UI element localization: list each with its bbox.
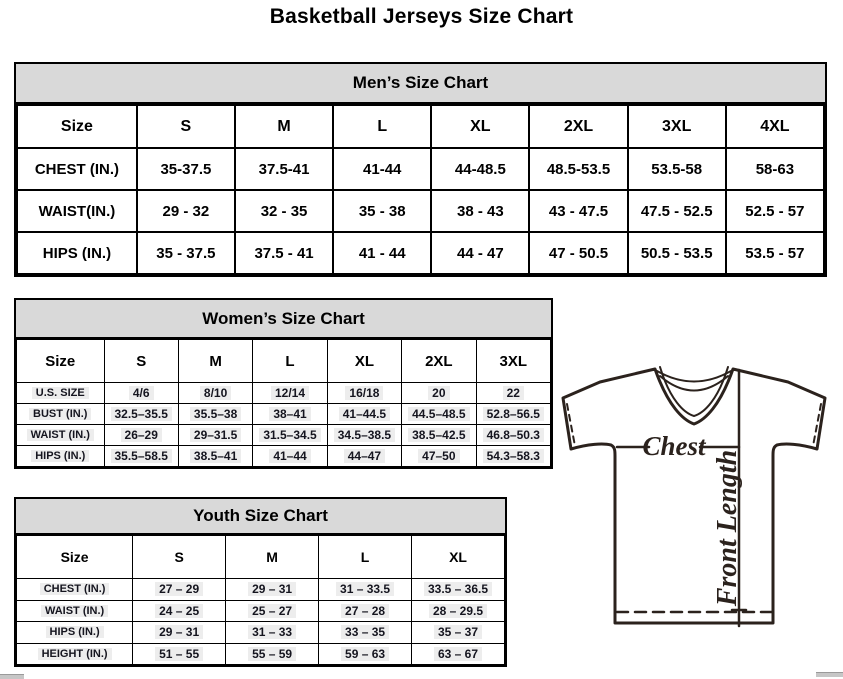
cell-text: 41–44.5 xyxy=(339,407,390,421)
measurement-row-label xyxy=(17,643,133,665)
cell-text: 25 – 27 xyxy=(248,604,296,618)
measurement-value-cell: 41 - 44 xyxy=(333,232,431,274)
measurement-value-cell xyxy=(253,446,327,467)
measurement-value-cell xyxy=(476,425,550,446)
measurement-value-cell xyxy=(253,383,327,404)
cell-text: 34.5–38.5 xyxy=(334,428,395,442)
size-column-header: 3XL xyxy=(628,105,726,148)
measurement-value-cell xyxy=(327,446,401,467)
cell-text: 38.5–42.5 xyxy=(408,428,469,442)
measurement-value-cell: 29 - 32 xyxy=(137,190,235,232)
measurement-value-cell xyxy=(253,425,327,446)
cell-text: 52.8–56.5 xyxy=(483,407,544,421)
cell-text: 35.5–38 xyxy=(190,407,241,421)
size-column-header: XL xyxy=(327,340,401,383)
cell-text: 44–47 xyxy=(344,449,385,463)
cell-text: 41–44 xyxy=(269,449,310,463)
measurement-row xyxy=(17,232,824,274)
measurement-value-cell xyxy=(319,600,412,622)
measurement-value-cell xyxy=(226,643,319,665)
cell-text: 31 – 33 xyxy=(248,625,296,639)
size-header-row xyxy=(17,105,824,148)
measurement-value-cell: 47 - 50.5 xyxy=(529,232,627,274)
cell-text: 8/10 xyxy=(200,386,231,400)
cell-text: 38.5–41 xyxy=(190,449,241,463)
size-column-header: 4XL xyxy=(726,105,824,148)
size-header-row xyxy=(17,340,551,383)
measurement-value-cell xyxy=(476,404,550,425)
size-column-header: S xyxy=(104,340,178,383)
measurement-value-cell xyxy=(319,622,412,644)
cell-text: 46.8–50.3 xyxy=(483,428,544,442)
measurement-row xyxy=(17,600,505,622)
size-column-header: L xyxy=(333,105,431,148)
womens-chart-title: Women’s Size Chart xyxy=(16,300,551,339)
cell-text: 54.3–58.3 xyxy=(483,449,544,463)
womens-size-table xyxy=(16,339,551,467)
scrollbar-artifact-left xyxy=(0,674,24,679)
cell-text: 63 – 67 xyxy=(434,647,482,661)
size-label-header: Size xyxy=(17,105,137,148)
measurement-row-label: HIPS (IN.) xyxy=(17,232,137,274)
measurement-value-cell xyxy=(133,579,226,601)
size-column-header: M xyxy=(226,536,319,579)
measurement-value-cell: 48.5-53.5 xyxy=(529,148,627,190)
measurement-value-cell xyxy=(178,446,252,467)
cell-text: 35.5–58.5 xyxy=(111,449,172,463)
measurement-value-cell: 53.5 - 57 xyxy=(726,232,824,274)
measurement-value-cell xyxy=(133,622,226,644)
measurement-value-cell xyxy=(104,383,178,404)
measurement-value-cell: 37.5-41 xyxy=(235,148,333,190)
cell-text: 47–50 xyxy=(418,449,459,463)
measurement-value-cell: 32 - 35 xyxy=(235,190,333,232)
cell-text: 12/14 xyxy=(271,386,309,400)
measurement-value-cell: 41-44 xyxy=(333,148,431,190)
youth-size-table xyxy=(16,535,505,665)
measurement-row xyxy=(17,404,551,425)
measurement-row-label xyxy=(17,404,105,425)
measurement-value-cell xyxy=(319,643,412,665)
collar-back-arc-1 xyxy=(657,371,731,382)
measurement-row-label xyxy=(17,622,133,644)
measurement-value-cell xyxy=(133,643,226,665)
measurement-row-label: CHEST (IN.) xyxy=(17,148,137,190)
measurement-row xyxy=(17,148,824,190)
youth-chart-title: Youth Size Chart xyxy=(16,499,505,535)
measurement-value-cell xyxy=(226,600,319,622)
size-column-header: XL xyxy=(431,105,529,148)
measurement-value-cell: 52.5 - 57 xyxy=(726,190,824,232)
measurement-value-cell xyxy=(412,622,505,644)
cell-text: 44.5–48.5 xyxy=(408,407,469,421)
size-column-header: XL xyxy=(412,536,505,579)
cell-text: 22 xyxy=(503,386,524,400)
cell-text: 29–31.5 xyxy=(190,428,241,442)
cell-text: WAIST (IN.) xyxy=(27,429,94,441)
scrollbar-artifact-right xyxy=(816,672,843,677)
size-column-header: M xyxy=(178,340,252,383)
cell-text: 24 – 25 xyxy=(155,604,203,618)
cell-text: 31.5–34.5 xyxy=(259,428,320,442)
measurement-row xyxy=(17,622,505,644)
size-column-header: M xyxy=(235,105,333,148)
measurement-value-cell xyxy=(253,404,327,425)
size-column-header: 2XL xyxy=(529,105,627,148)
measurement-value-cell xyxy=(476,383,550,404)
measurement-row-label xyxy=(17,446,105,467)
measurement-value-cell: 44 - 47 xyxy=(431,232,529,274)
jersey-measurement-diagram xyxy=(553,358,836,633)
cell-text: HEIGHT (IN.) xyxy=(38,648,112,660)
cell-text: 27 – 29 xyxy=(155,582,203,596)
measurement-value-cell xyxy=(178,404,252,425)
measurement-value-cell xyxy=(327,383,401,404)
measurement-value-cell: 44-48.5 xyxy=(431,148,529,190)
measurement-value-cell: 47.5 - 52.5 xyxy=(628,190,726,232)
size-label-header: Size xyxy=(17,536,133,579)
jersey-outline xyxy=(563,369,825,623)
measurement-value-cell xyxy=(104,446,178,467)
cell-text: HIPS (IN.) xyxy=(31,450,89,462)
measurement-row xyxy=(17,425,551,446)
measurement-value-cell xyxy=(226,579,319,601)
measurement-value-cell: 43 - 47.5 xyxy=(529,190,627,232)
measurement-value-cell xyxy=(402,446,476,467)
measurement-row-label xyxy=(17,425,105,446)
measurement-value-cell xyxy=(412,579,505,601)
front-length-label: Front Length xyxy=(712,449,743,607)
cell-text: 28 – 29.5 xyxy=(429,604,487,618)
mens-chart-title: Men’s Size Chart xyxy=(16,64,825,104)
cell-text: 32.5–35.5 xyxy=(111,407,172,421)
measurement-value-cell xyxy=(178,383,252,404)
measurement-value-cell xyxy=(327,404,401,425)
measurement-value-cell xyxy=(412,643,505,665)
measurement-row xyxy=(17,446,551,467)
youth-size-chart xyxy=(14,497,507,667)
cell-text: WAIST (IN.) xyxy=(41,605,108,617)
cell-text: 35 – 37 xyxy=(434,625,482,639)
page-title: Basketball Jerseys Size Chart xyxy=(269,5,574,28)
measurement-value-cell xyxy=(226,622,319,644)
size-column-header: S xyxy=(133,536,226,579)
size-label-header: Size xyxy=(17,340,105,383)
mens-size-chart xyxy=(14,62,827,277)
cell-text: 59 – 63 xyxy=(341,647,389,661)
cell-text: BUST (IN.) xyxy=(29,408,91,420)
cell-text: HIPS (IN.) xyxy=(46,626,104,638)
size-column-header: L xyxy=(319,536,412,579)
measurement-value-cell xyxy=(402,404,476,425)
cell-text: 33 – 35 xyxy=(341,625,389,639)
measurement-row-label xyxy=(17,383,105,404)
cell-text: 20 xyxy=(428,386,449,400)
cell-text: CHEST (IN.) xyxy=(40,583,110,595)
cell-text: 33.5 – 36.5 xyxy=(424,582,492,596)
measurement-value-cell: 35 - 38 xyxy=(333,190,431,232)
cell-text: 55 – 59 xyxy=(248,647,296,661)
measurement-value-cell xyxy=(104,425,178,446)
mens-size-table xyxy=(16,104,825,275)
size-column-header: 3XL xyxy=(476,340,550,383)
womens-size-chart xyxy=(14,298,553,469)
measurement-row-label xyxy=(17,579,133,601)
measurement-row-label: WAIST(IN.) xyxy=(17,190,137,232)
size-column-header: 2XL xyxy=(402,340,476,383)
measurement-value-cell xyxy=(319,579,412,601)
measurement-value-cell: 50.5 - 53.5 xyxy=(628,232,726,274)
measurement-row-label xyxy=(17,600,133,622)
cell-text: 31 – 33.5 xyxy=(336,582,394,596)
measurement-value-cell xyxy=(402,383,476,404)
measurement-value-cell: 58-63 xyxy=(726,148,824,190)
size-column-header: L xyxy=(253,340,327,383)
size-column-header: S xyxy=(137,105,235,148)
measurement-value-cell: 35 - 37.5 xyxy=(137,232,235,274)
measurement-value-cell xyxy=(104,404,178,425)
cell-text: 51 – 55 xyxy=(155,647,203,661)
cell-text: 29 – 31 xyxy=(155,625,203,639)
cell-text: 26–29 xyxy=(121,428,162,442)
chest-label: Chest xyxy=(642,431,706,461)
measurement-row xyxy=(17,579,505,601)
measurement-value-cell: 35-37.5 xyxy=(137,148,235,190)
cell-text: 16/18 xyxy=(345,386,383,400)
cell-text: 38–41 xyxy=(269,407,310,421)
measurement-value-cell: 37.5 - 41 xyxy=(235,232,333,274)
measurement-value-cell: 38 - 43 xyxy=(431,190,529,232)
measurement-value-cell xyxy=(412,600,505,622)
measurement-value-cell xyxy=(476,446,550,467)
cell-text: 27 – 28 xyxy=(341,604,389,618)
measurement-value-cell xyxy=(402,425,476,446)
cell-text: 29 – 31 xyxy=(248,582,296,596)
cell-text: U.S. SIZE xyxy=(32,387,89,399)
measurement-row xyxy=(17,190,824,232)
measurement-row xyxy=(17,643,505,665)
measurement-value-cell: 53.5-58 xyxy=(628,148,726,190)
measurement-value-cell xyxy=(178,425,252,446)
measurement-value-cell xyxy=(327,425,401,446)
measurement-value-cell xyxy=(133,600,226,622)
size-header-row xyxy=(17,536,505,579)
measurement-row xyxy=(17,383,551,404)
cell-text: 4/6 xyxy=(129,386,154,400)
